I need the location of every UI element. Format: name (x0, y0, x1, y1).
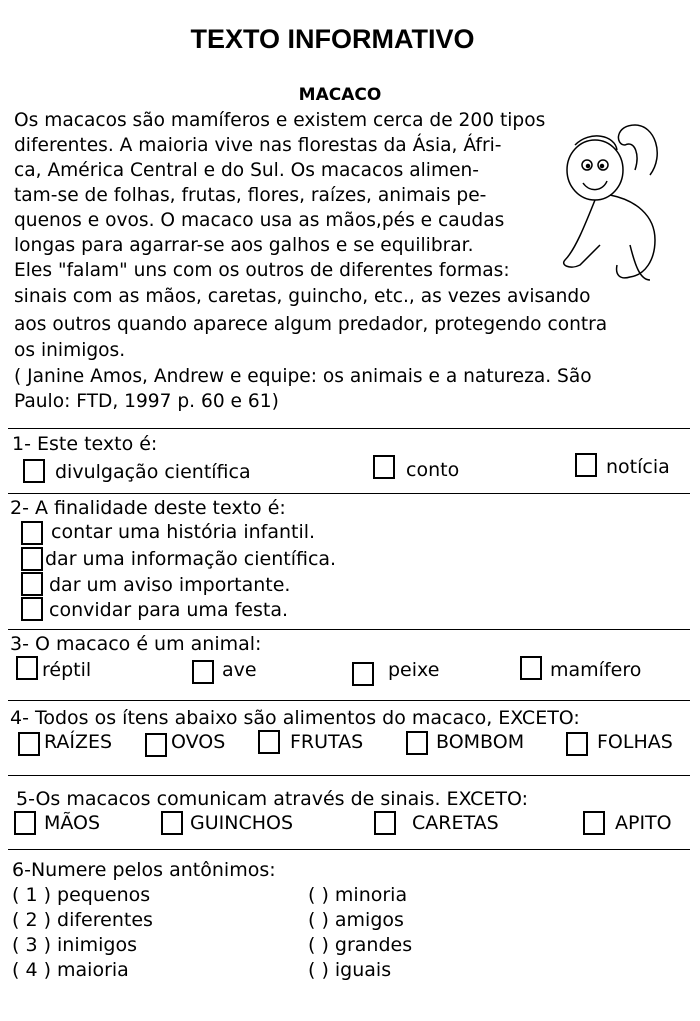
q1-checkbox-noticia[interactable] (575, 453, 597, 477)
q5-checkbox-maos[interactable] (14, 811, 36, 835)
text-line: tam-se de folhas, frutas, flores, raízes, animais pe- (14, 185, 487, 206)
text-line: sinais com as mãos, caretas, guincho, etc., as vezes avisando (14, 286, 591, 307)
q4-option-label: BOMBOM (436, 731, 525, 753)
q4-option-label: RAÍZES (44, 731, 113, 753)
text-line: diferentes. A maioria vive nas florestas da Ásia, Áfri- (14, 135, 502, 156)
q3-option-label: réptil (42, 659, 92, 681)
q2-option-label: convidar para uma festa. (49, 599, 289, 621)
text-line: aos outros quando aparece algum predador, protegendo contra (14, 314, 608, 335)
q4-option-label: FOLHAS (597, 731, 673, 753)
q2-option-label: dar uma informação científica. (45, 548, 337, 570)
q6-left-item: ( 3 ) inimigos (12, 934, 138, 956)
q6-right-item[interactable]: ( ) grandes (308, 934, 413, 956)
page-title: TEXTO INFORMATIVO (190, 24, 475, 54)
q5-checkbox-caretas[interactable] (374, 811, 396, 835)
text-line: os inimigos. (14, 340, 126, 361)
divider (8, 428, 690, 429)
question-3-label: 3- O macaco é um animal: (10, 633, 262, 655)
text-subtitle: MACACO (298, 85, 382, 105)
q3-option-label: mamífero (550, 659, 642, 681)
q1-checkbox-divulgacao[interactable] (23, 459, 45, 483)
q5-option-label: GUINCHOS (190, 812, 294, 834)
q1-checkbox-conto[interactable] (373, 455, 395, 479)
text-line: Os macacos são mamíferos e existem cerca de 200 tipos (14, 110, 546, 131)
q2-checkbox-historia[interactable] (21, 521, 43, 545)
divider (8, 493, 690, 494)
text-line: Paulo: FTD, 1997 p. 60 e 61) (14, 391, 279, 412)
q5-option-label: CARETAS (412, 812, 499, 834)
text-line: ( Janine Amos, Andrew e equipe: os animais e a natureza. São (14, 366, 592, 387)
q6-left-item: ( 1 ) pequenos (12, 884, 151, 906)
question-5-label: 5-Os macacos comunicam através de sinais. EXCETO: (16, 788, 529, 810)
q1-option-label: notícia (606, 456, 670, 478)
q3-checkbox-reptil[interactable] (16, 656, 38, 680)
text-line: ca, América Central e do Sul. Os macacos alimen- (14, 160, 479, 181)
q4-option-label: OVOS (171, 731, 226, 753)
question-2-label: 2- A finalidade deste texto é: (10, 497, 286, 519)
q3-checkbox-peixe[interactable] (352, 662, 374, 686)
divider (8, 700, 690, 701)
text-line: quenos e ovos. O macaco usa as mãos,pés e caudas (14, 210, 505, 231)
q4-checkbox-frutas[interactable] (258, 730, 280, 754)
question-6-label: 6-Numere pelos antônimos: (12, 859, 276, 881)
q2-checkbox-aviso[interactable] (21, 572, 43, 596)
q6-left-item: ( 2 ) diferentes (12, 909, 153, 931)
q5-checkbox-guinchos[interactable] (161, 811, 183, 835)
q4-checkbox-bombom[interactable] (406, 731, 428, 755)
q4-option-label: FRUTAS (290, 731, 364, 753)
text-line: longas para agarrar-se aos galhos e se equilibrar. (14, 235, 474, 256)
q3-option-label: ave (222, 659, 257, 681)
q5-checkbox-apito[interactable] (583, 811, 605, 835)
q2-option-label: contar uma história infantil. (51, 521, 316, 543)
divider (8, 629, 690, 630)
q3-checkbox-ave[interactable] (192, 660, 214, 684)
question-1-label: 1- Este texto é: (12, 433, 158, 455)
q6-left-item: ( 4 ) maioria (12, 959, 129, 981)
q5-option-label: APITO (615, 812, 672, 834)
q4-checkbox-folhas[interactable] (566, 732, 588, 756)
question-4-label: 4- Todos os ítens abaixo são alimentos do macaco, EXCETO: (10, 707, 580, 729)
q6-right-item[interactable]: ( ) iguais (308, 959, 392, 981)
q5-option-label: MÃOS (44, 812, 101, 834)
text-line: Eles "falam" uns com os outros de diferentes formas: (14, 260, 510, 281)
q1-option-label: conto (406, 459, 460, 481)
divider (8, 775, 690, 776)
q1-option-label: divulgação científica (55, 461, 251, 483)
q2-option-label: dar um aviso importante. (49, 574, 291, 596)
divider (8, 849, 690, 850)
q4-checkbox-ovos[interactable] (145, 733, 167, 757)
q2-checkbox-festa[interactable] (21, 597, 43, 621)
q3-option-label: peixe (388, 659, 440, 681)
monkey-illustration (555, 115, 690, 285)
q2-checkbox-informacao[interactable] (21, 547, 43, 571)
q6-right-item[interactable]: ( ) minoria (308, 884, 408, 906)
q3-checkbox-mamifero[interactable] (520, 656, 542, 680)
q6-right-item[interactable]: ( ) amigos (308, 909, 404, 931)
q4-checkbox-raizes[interactable] (18, 732, 40, 756)
